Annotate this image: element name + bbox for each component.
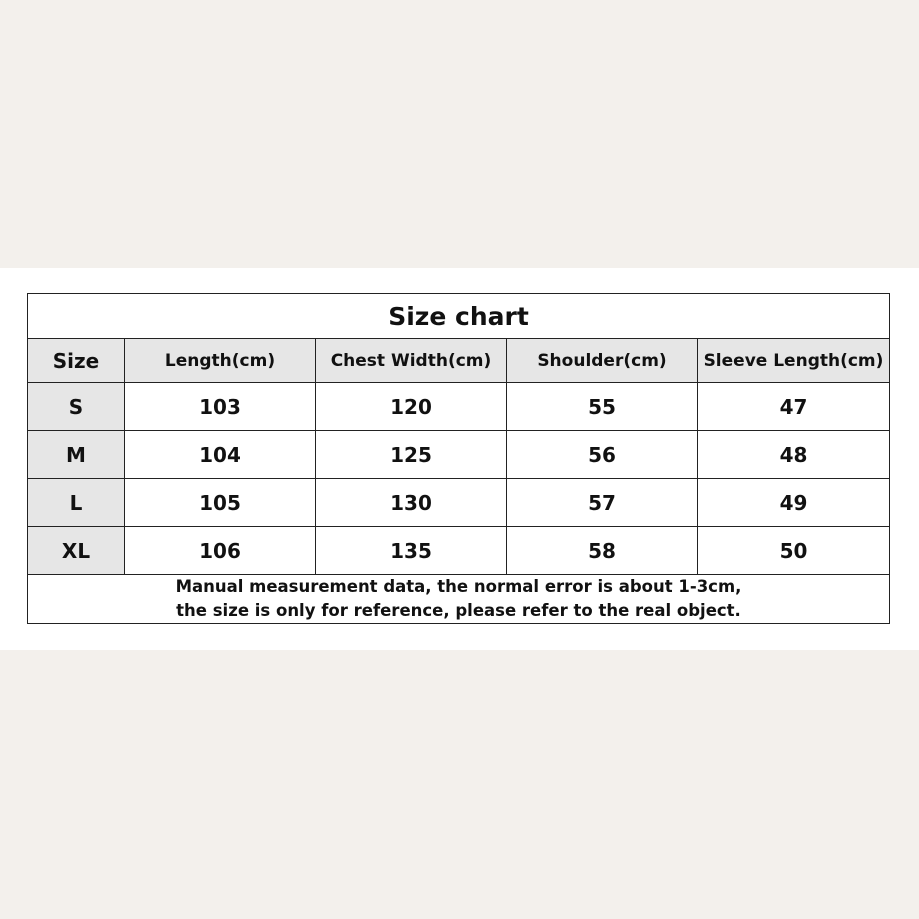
length-cell: 103 [125, 383, 316, 431]
note-row [28, 575, 890, 624]
length-cell: 105 [125, 479, 316, 527]
measurement-note [28, 575, 890, 624]
length-cell: 104 [125, 431, 316, 479]
table-row [28, 527, 890, 575]
sleeve-length-cell: 47 [698, 383, 890, 431]
header-chest-width: Chest Width(cm) [316, 339, 507, 383]
sleeve-length-cell: 50 [698, 527, 890, 575]
shoulder-cell: 55 [507, 383, 698, 431]
header-shoulder: Shoulder(cm) [507, 339, 698, 383]
table-row [28, 479, 890, 527]
header-sleeve-length: Sleeve Length(cm) [698, 339, 890, 383]
size-cell: S [28, 383, 125, 431]
chart-title: Size chart [28, 294, 890, 339]
title-row [28, 294, 890, 339]
size-chart-table [27, 293, 890, 624]
header-size: Size [28, 339, 125, 383]
table-row [28, 383, 890, 431]
note-line-2: the size is only for reference, please refer to the real object. [176, 601, 741, 620]
sleeve-length-cell: 49 [698, 479, 890, 527]
chest-width-cell: 120 [316, 383, 507, 431]
shoulder-cell: 58 [507, 527, 698, 575]
length-cell: 106 [125, 527, 316, 575]
size-cell: XL [28, 527, 125, 575]
chest-width-cell: 135 [316, 527, 507, 575]
chest-width-cell: 130 [316, 479, 507, 527]
note-line-1: Manual measurement data, the normal error is about 1-3cm, [175, 577, 742, 596]
size-cell: M [28, 431, 125, 479]
shoulder-cell: 56 [507, 431, 698, 479]
chest-width-cell: 125 [316, 431, 507, 479]
sleeve-length-cell: 48 [698, 431, 890, 479]
size-cell: L [28, 479, 125, 527]
shoulder-cell: 57 [507, 479, 698, 527]
header-row [28, 339, 890, 383]
header-length: Length(cm) [125, 339, 316, 383]
table-row [28, 431, 890, 479]
